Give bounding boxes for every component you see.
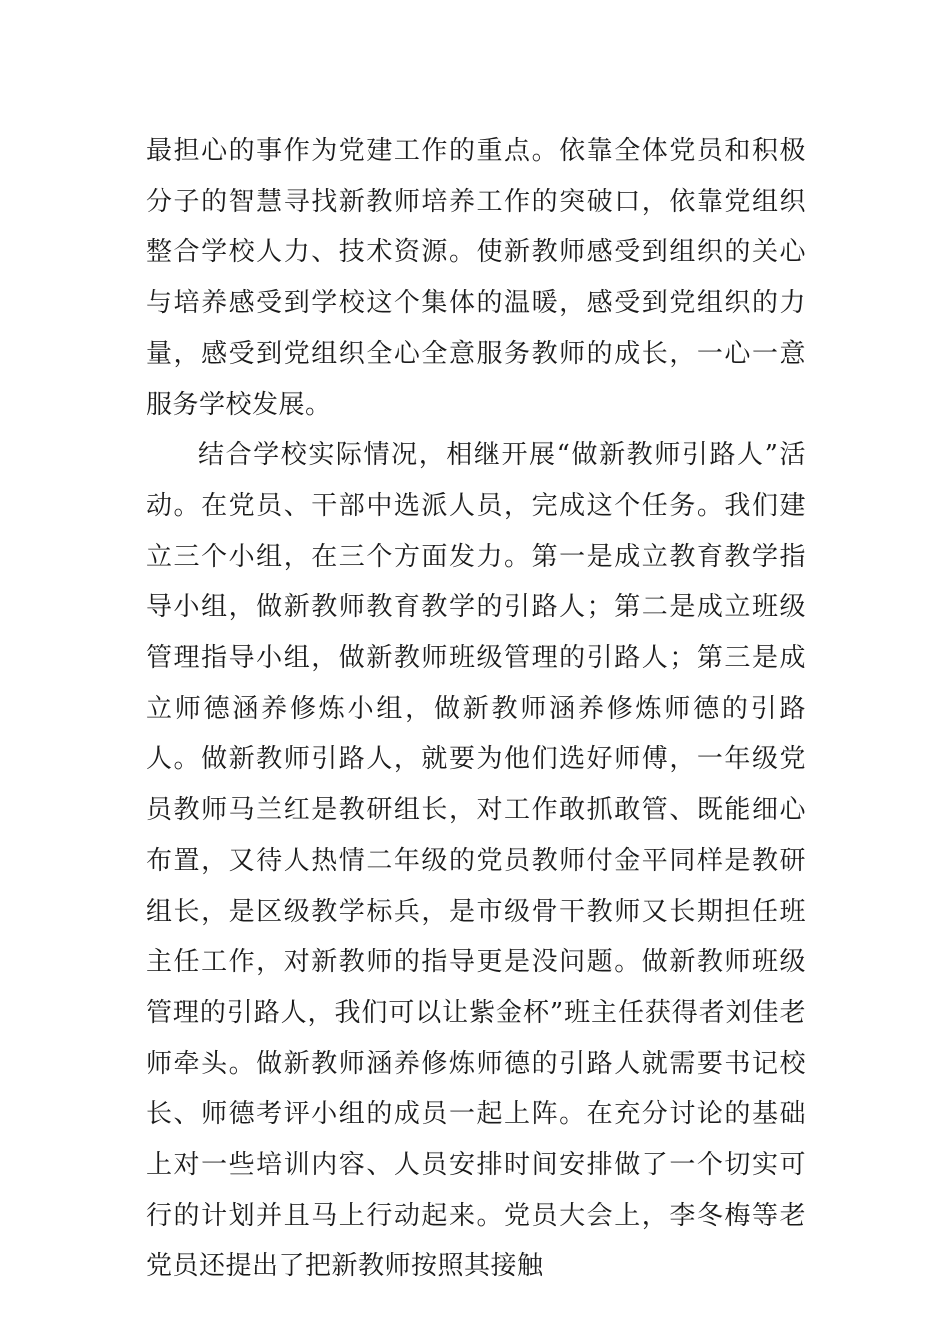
- paragraph-new-teacher-guide: 结合学校实际情况，相继开展“做新教师引路人”活动。在党员、干部中选派人员，完成这个任务。我们建立三个小组，在三个方面发力。第一是成立教育教学指导小组，做新教师教育教学的引路人；第二是成立班级管理指导小组，做新教师班级管理的引路人；第三是成立师德涵养修炼小组，做新教师涵养修炼师德的引路人。做新教师引路人，就要为他们选好师傅，一年级党员教师马兰红是教研组长，对工作敢抓敢管、既能细心布置，又待人热情二年级的党员教师付金平同样是教研组长，是区级教学标兵，是市级骨干教师又长期担任班主任工作，对新教师的指导更是没问题。做新教师班级管理的引路人，我们可以让紫金杯”班主任获得者刘佳老师牵头。做新教师涵养修炼师德的引路人就需要书记校长、师德考评小组的成员一起上阵。在充分讨论的基础上对一些培训内容、人员安排时间安排做了一个切实可行的计划并且马上行动起来。党员大会上，李冬梅等老党员还提出了把新教师按照其接触: [146, 440, 806, 1282]
- paragraph-continued: 最担心的事作为党建工作的重点。依靠全体党员和积极分子的智慧寻找新教师培养工作的突破口，依靠党组织整合学校人力、技术资源。使新教师感受到组织的关心与培养感受到学校这个集体的温暖，感受到党组织的力量，感受到党组织全心全意服务教师的成长，一心一意服务学校发展。: [146, 136, 806, 420]
- document-body: [146, 126, 806, 1292]
